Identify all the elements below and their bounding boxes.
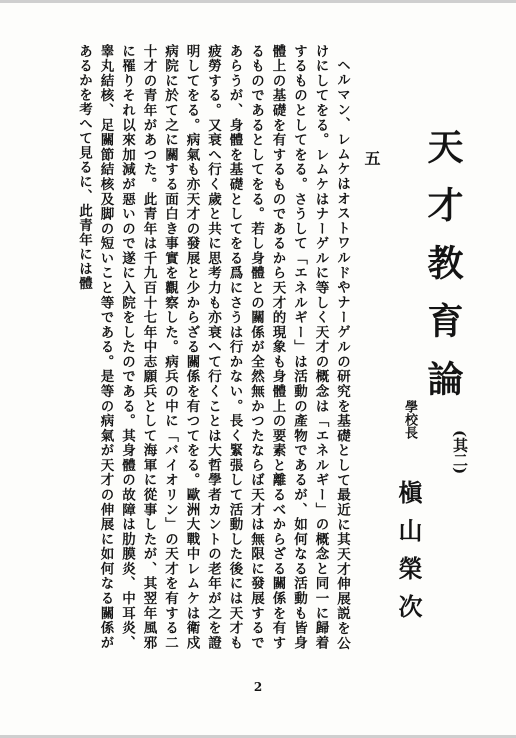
page-number: 2 bbox=[253, 680, 263, 694]
body-paragraph: ヘルマン、レムケはオストワルドやナーゲルの研究を基礎として最近に其天才伸展説を公けにしてをる。レムケはナーゲルに等しく天才の概念は「エネルギー」の概念と同一に歸着するものとしてをる。さうして「エネルギー」は活動の產物であるが、如何なる活動も皆身體上の基礎を有するものであるから天才的現象も身體上の要素と離るべからざる關係を有するものであるとしてをる。若し身體との關係が全然無かつたならば天才は無限に發展するであらうが、身體を基礎としてをる爲にさうは行かない。長く緊張して活動した後には天才も疲勞する。又衰へ行く歲と共に思考力も亦衰へて行くことは大哲學者カントの老年が之を證明してをる。病氣も亦天才の發展と少からざる關係を有つてをる。歐洲大戰中レムケは衛戍病院に於て之に關する面白き事實を觀察した。病兵の中に「バイオリン」の天才を有する二十才の青年があつた。此青年は千九百十七年中志願兵として海軍に從事したが、其翌年風邪に罹りそれ以來加減が惡いので遂に入院をしたのである。其身體の故障は肋膜炎、中耳炎、睾丸結核、足關節結核及脚の短いこと等である。是等の病氣が天才の伸展に如何なる關係があるかを考へて見るに、此青年には體 bbox=[76, 44, 350, 650]
article-title: 天才教育論 bbox=[422, 128, 464, 418]
body-text bbox=[52, 44, 352, 650]
article-part-label: (其二) bbox=[451, 430, 469, 475]
author-name: 槇山榮次 bbox=[394, 480, 423, 632]
section-number: 五 bbox=[362, 150, 381, 166]
author-role: 學校長 bbox=[402, 400, 417, 439]
page-edge-top bbox=[0, 0, 516, 3]
